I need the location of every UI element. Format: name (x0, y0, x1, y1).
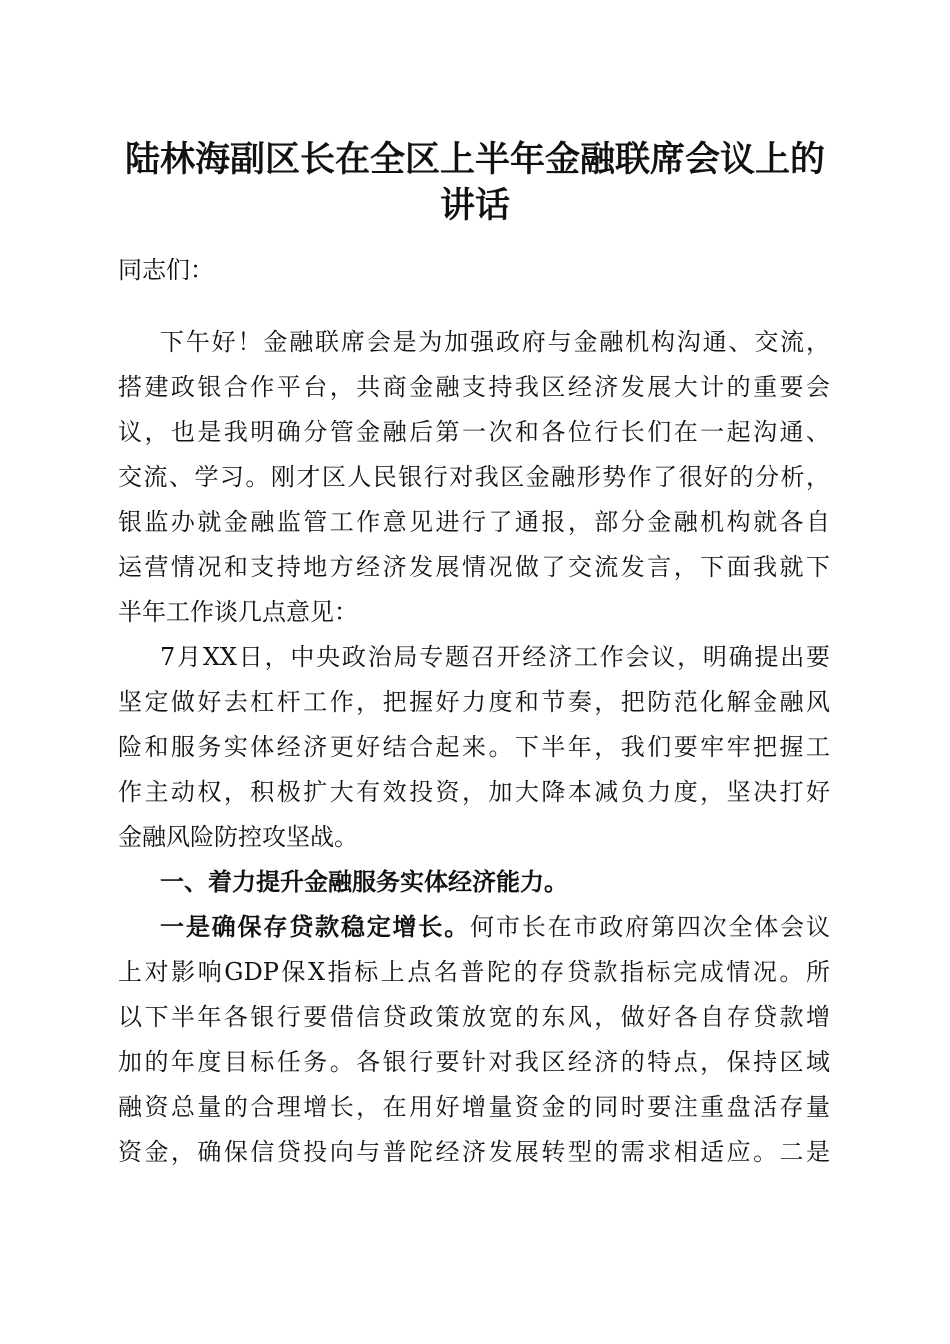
paragraph-line: 作主动权，积极扩大有效投资，加大降本减负力度，坚决打好 (118, 778, 830, 806)
paragraph-line: 险和服务实体经济更好结合起来。下半年，我们要牢牢把握工 (118, 733, 830, 761)
paragraph-line: 坚定做好去杠杆工作，把握好力度和节奏，把防范化解金融风 (118, 688, 830, 716)
paragraph-line: 以下半年各银行要借信贷政策放宽的东风，做好各自存贷款增 (118, 1003, 830, 1031)
paragraph-line (160, 912, 830, 942)
document-title-line-2: 讲话 (439, 186, 510, 226)
section-heading: 一、着力提升金融服务实体经济能力。 (160, 868, 568, 896)
paragraph-line: 融资总量的合理增长，在用好增量资金的同时要注重盘活存量 (118, 1093, 830, 1121)
paragraph-line: 银监办就金融监管工作意见进行了通报，部分金融机构就各自 (118, 508, 830, 536)
paragraph-line: 搭建政银合作平台，共商金融支持我区经济发展大计的重要会 (118, 373, 830, 401)
paragraph-lead: 一是确保存贷款稳定增长。 (160, 913, 471, 941)
document-title-line-1: 陆林海副区长在全区上半年金融联席会议上的 (124, 140, 825, 180)
paragraph-line-rest: 何市长在市政府第四次全体会议 (470, 913, 831, 941)
paragraph-line: 金融风险防控攻坚战。 (118, 823, 358, 851)
paragraph-line: 交流、学习。刚才区人民银行对我区金融形势作了很好的分析， (118, 463, 830, 491)
paragraph-line: 资金，确保信贷投向与普陀经济发展转型的需求相适应。二是 (118, 1138, 830, 1166)
paragraph-line: 7月XX日，中央政治局专题召开经济工作会议，明确提出要 (160, 643, 830, 671)
paragraph-line: 加的年度目标任务。各银行要针对我区经济的特点，保持区域 (118, 1048, 830, 1076)
paragraph-line: 上对影响GDP保X指标上点名普陀的存贷款指标完成情况。所 (118, 958, 830, 986)
paragraph-line: 议，也是我明确分管金融后第一次和各位行长们在一起沟通、 (118, 418, 830, 446)
paragraph-line: 下午好！金融联席会是为加强政府与金融机构沟通、交流， (160, 328, 830, 356)
paragraph-line: 运营情况和支持地方经济发展情况做了交流发言，下面我就下 (118, 553, 830, 581)
salutation: 同志们： (118, 256, 214, 284)
paragraph-line: 半年工作谈几点意见： (118, 598, 358, 626)
